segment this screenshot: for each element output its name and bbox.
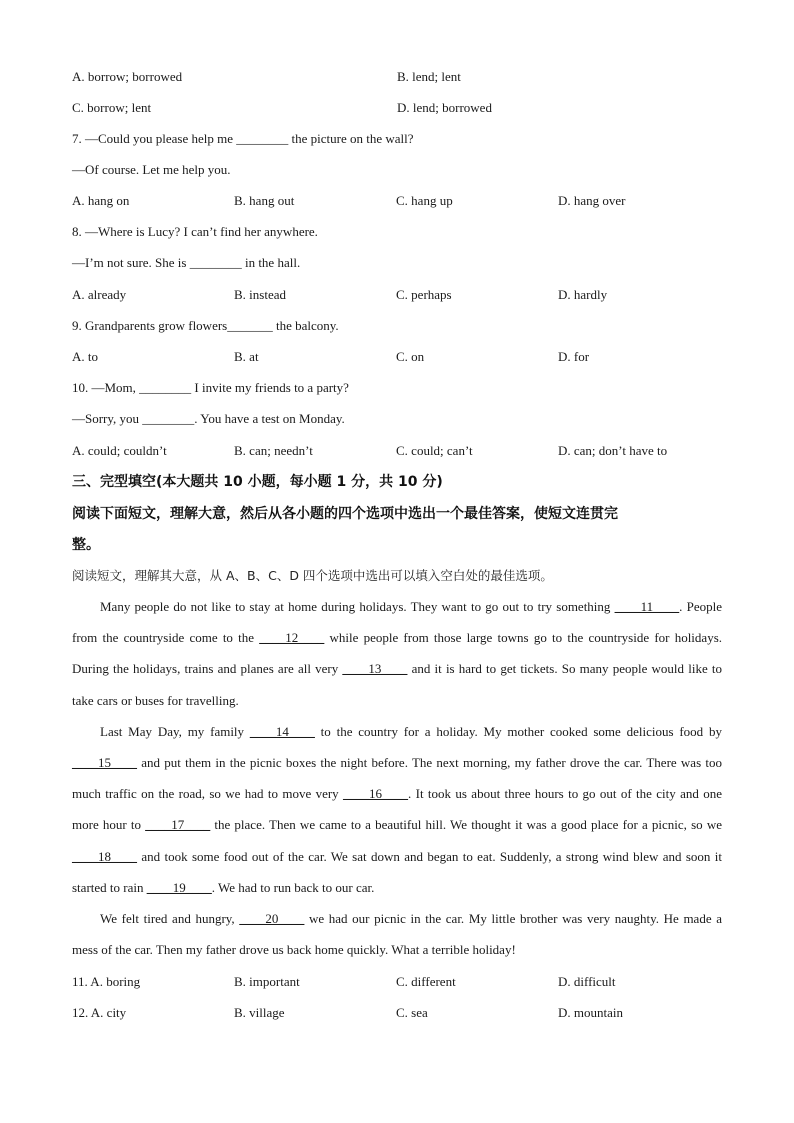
passage-text: . We had to run back to our car. [211, 879, 375, 895]
sub-instruction: 阅读短文，理解其大意，从 A、B、C、D 四个选项中选出可以填入空白处的最佳选项。 [72, 568, 553, 583]
blank-12[interactable]: ____12____ [259, 630, 325, 646]
q7-stem: 7. —Could you please help me ________ the picture on the wall? [72, 131, 414, 146]
q12-option-c[interactable]: C. sea [396, 1005, 428, 1020]
passage-paragraph-2 [72, 716, 722, 903]
q7-option-b[interactable]: B. hang out [234, 193, 295, 208]
q9-option-c[interactable]: C. on [396, 349, 425, 364]
q12-option-b[interactable]: B. village [234, 1005, 285, 1020]
q10-option-d[interactable]: D. can; don’t have to [558, 443, 668, 458]
passage-text: We felt tired and hungry, [100, 911, 240, 927]
q6-options-row1 [72, 68, 722, 86]
q9-option-b[interactable]: B. at [234, 349, 259, 364]
q10-stem: 10. —Mom, ________ I invite my friends to a party? [72, 380, 349, 395]
q6-options-row2 [72, 99, 722, 117]
q8-option-b[interactable]: B. instead [234, 287, 286, 302]
q8-reply: —I’m not sure. She is ________ in the hall. [72, 255, 301, 270]
q9-options [72, 348, 722, 366]
passage-text: and it is hard to get tickets. So many people would like to take cars or buses for travelling. [72, 661, 723, 708]
q11-options [72, 973, 722, 991]
q9-stem: 9. Grandparents grow flowers_______ the balcony. [72, 318, 339, 333]
blank-15[interactable]: ____15____ [72, 755, 137, 771]
q7-option-d[interactable]: D. hang over [558, 193, 626, 208]
q6-option-d[interactable]: D. lend; borrowed [397, 100, 492, 115]
blank-16[interactable]: ____16____ [343, 786, 409, 802]
q8-stem: 8. —Where is Lucy? I can’t find her anywhere. [72, 224, 318, 239]
q12-option-a[interactable]: 12. A. city [72, 1005, 127, 1020]
q7-options [72, 192, 722, 210]
q11-option-c[interactable]: C. different [396, 974, 456, 989]
q10-reply: —Sorry, you ________. You have a test on Monday. [72, 411, 345, 426]
q6-option-a[interactable]: A. borrow; borrowed [72, 69, 183, 84]
blank-17[interactable]: ____17____ [145, 817, 211, 833]
q6-option-c[interactable]: C. borrow; lent [72, 100, 152, 115]
passage-text: Many people do not like to stay at home during holidays. They want to go out to try something [100, 599, 615, 614]
q11-option-a[interactable]: 11. A. boring [72, 974, 141, 989]
q11-option-b[interactable]: B. important [234, 974, 300, 989]
passage-text: the place. Then we came to a beautiful hill. We thought it was a good place for a picnic, so we [210, 817, 722, 833]
passage-text: to the country for a holiday. My mother cooked some delicious food by [314, 723, 722, 739]
q8-option-c[interactable]: C. perhaps [396, 287, 452, 302]
q8-option-a[interactable]: A. already [72, 287, 127, 302]
q9-option-d[interactable]: D. for [558, 349, 590, 364]
passage-text: and put them in the picnic boxes the night before. The next morning, my father drove the car. There was too much traffic on the road, so we had to move very [72, 755, 722, 802]
q7-option-a[interactable]: A. hang on [72, 193, 130, 208]
passage-paragraph-3 [72, 903, 722, 965]
passage-text: . People from the countryside come to the [72, 599, 722, 646]
passage-text: . It took us about three hours to go out of the city and one more hour to [72, 786, 722, 833]
q8-option-d[interactable]: D. hardly [558, 287, 608, 302]
q6-option-b[interactable]: B. lend; lent [397, 69, 461, 84]
q12-options [72, 1004, 722, 1022]
q9-option-a[interactable]: A. to [72, 349, 98, 364]
q7-option-c[interactable]: C. hang up [396, 193, 453, 208]
passage-text: and took some food out of the car. We sat down and began to eat. Suddenly, a strong wind blew and soon it started to rain [72, 848, 722, 895]
section-instruction-line2: 整。 [72, 537, 100, 553]
passage-text: Last May Day, my family [100, 723, 250, 739]
q7-reply: —Of course. Let me help you. [72, 162, 231, 177]
blank-19[interactable]: ____19____ [146, 879, 212, 895]
cloze-passage [72, 591, 722, 965]
section-instruction-line1: 阅读下面短文，理解大意，然后从各小题的四个选项中选出一个最佳答案，使短文连贯完 [72, 506, 618, 522]
section-title: 三、完型填空(本大题共 10 小题，每小题 1 分，共 10 分) [72, 474, 443, 490]
passage-paragraph-1 [72, 591, 722, 716]
q12-option-d[interactable]: D. mountain [558, 1005, 623, 1020]
q11-option-d[interactable]: D. difficult [558, 974, 616, 989]
passage-text: while people from those large towns go to the countryside for holidays. During the holidays, trains and planes are all very [72, 630, 723, 677]
blank-20[interactable]: ____20____ [239, 911, 305, 927]
q10-options [72, 442, 722, 460]
q10-option-c[interactable]: C. could; can’t [396, 443, 473, 458]
blank-18[interactable]: ____18____ [72, 848, 137, 864]
blank-13[interactable]: ____13____ [342, 661, 408, 677]
blank-14[interactable]: ____14____ [249, 723, 315, 739]
q8-options [72, 286, 722, 304]
q10-option-a[interactable]: A. could; couldn’t [72, 443, 167, 458]
q10-option-b[interactable]: B. can; needn’t [234, 443, 313, 458]
blank-11[interactable]: ____11____ [614, 599, 680, 614]
passage-text: we had our picnic in the car. My little brother was very naughty. He made a mess of the car. Then my father drove us back home quickly. What a terrible holiday! [72, 911, 722, 958]
